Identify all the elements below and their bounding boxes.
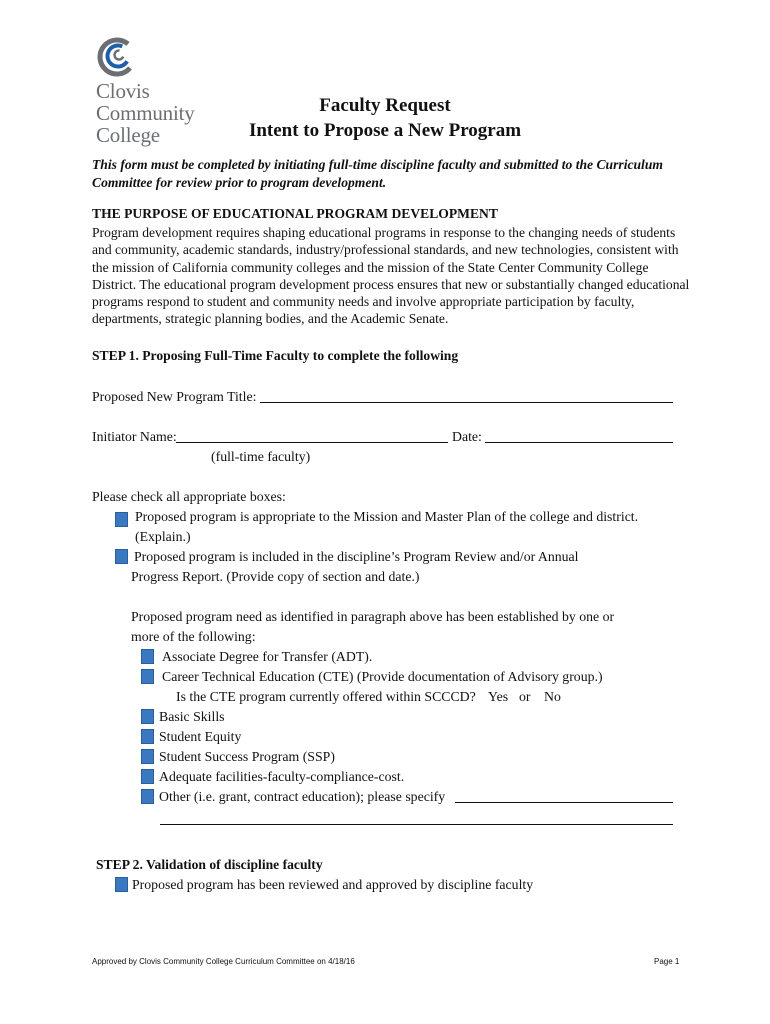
ssp-label: Student Success Program (SSP) [159,749,335,764]
other-specify-field-line-2[interactable] [160,810,673,825]
facilities-checkbox[interactable] [141,769,154,784]
logo-text-line-3: College [96,123,160,147]
cte-checkbox[interactable] [141,669,154,684]
program-title-label: Proposed New Program Title: [92,389,257,404]
cte-question: Is the CTE program currently offered within SCCCD? [176,689,476,704]
ssp-checkbox[interactable] [141,749,154,764]
step2-heading: STEP 2. Validation of discipline faculty [96,857,323,872]
college-logo-icon [96,36,138,78]
initiator-note: (full-time faculty) [211,449,311,464]
student-equity-checkbox[interactable] [141,729,154,744]
cte-label: Career Technical Education (CTE) (Provide documentation of Advisory group.) [162,669,603,684]
adt-label: Associate Degree for Transfer (ADT). [162,649,373,664]
student-equity-label: Student Equity [159,729,242,744]
need-text-line-2: more of the following: [131,629,256,644]
other-label: Other (i.e. grant, contract education); please specify [159,789,446,804]
cte-or-text: or [519,689,531,704]
adt-checkbox[interactable] [141,649,154,664]
program-review-checkbox[interactable] [115,549,128,564]
check-instructions: Please check all appropriate boxes: [92,489,286,504]
other-specify-field[interactable] [455,788,673,803]
faculty-approval-checkbox[interactable] [115,877,128,892]
approval-footer: Approved by Clovis Community College Curriculum Committee on 4/18/16 [92,957,355,966]
logo-text-line-2: Community [96,101,195,125]
faculty-approval-label: Proposed program has been reviewed and approved by discipline faculty [132,877,534,892]
page-subtitle: Intent to Propose a New Program [248,120,522,141]
need-text-line-1: Proposed program need as identified in paragraph above has been established by one or [131,609,615,624]
program-title-field[interactable] [260,388,673,403]
intro-text: This form must be completed by initiating full-time discipline faculty and submitted to the Curriculum Committee for review prior to program development. [92,157,663,190]
basic-skills-checkbox[interactable] [141,709,154,724]
step1-heading: STEP 1. Proposing Full-Time Faculty to complete the following [92,348,459,363]
page-number: Page 1 [654,957,680,966]
mission-checkbox-label: Proposed program is appropriate to the Mission and Master Plan of the college and district. [135,509,639,524]
initiator-name-label: Initiator Name: [92,429,177,444]
purpose-paragraph: Program development requires shaping educational programs in response to the changing needs of students and community, academic standards, industry/professional standards, and new technologies, consistent with the mission of California community colleges and the mission of the State Center Community College District. The educational program development process ensures that new or substantially changed educational programs respond to student and community needs and involve appropriate participation by faculty, departments, strategic planning bodies, and the Academic Senate. [92,225,690,327]
page-title: Faculty Request [319,95,451,116]
cte-no-option[interactable]: No [544,689,561,704]
date-field[interactable] [485,428,673,443]
mission-checkbox[interactable] [115,512,128,527]
logo-text-line-1: Clovis [96,79,150,103]
purpose-heading: THE PURPOSE OF EDUCATIONAL PROGRAM DEVELOPMENT [92,206,498,221]
program-review-label-2: Progress Report. (Provide copy of section and date.) [131,569,420,584]
other-checkbox[interactable] [141,789,154,804]
mission-checkbox-explain: (Explain.) [135,529,191,544]
facilities-label: Adequate facilities-faculty-compliance-cost. [159,769,405,784]
program-review-label: Proposed program is included in the discipline’s Program Review and/or Annual [134,549,579,564]
initiator-name-field[interactable] [176,428,448,443]
date-label: Date: [452,429,482,444]
cte-yes-option[interactable]: Yes [488,689,509,704]
basic-skills-label: Basic Skills [159,709,225,724]
